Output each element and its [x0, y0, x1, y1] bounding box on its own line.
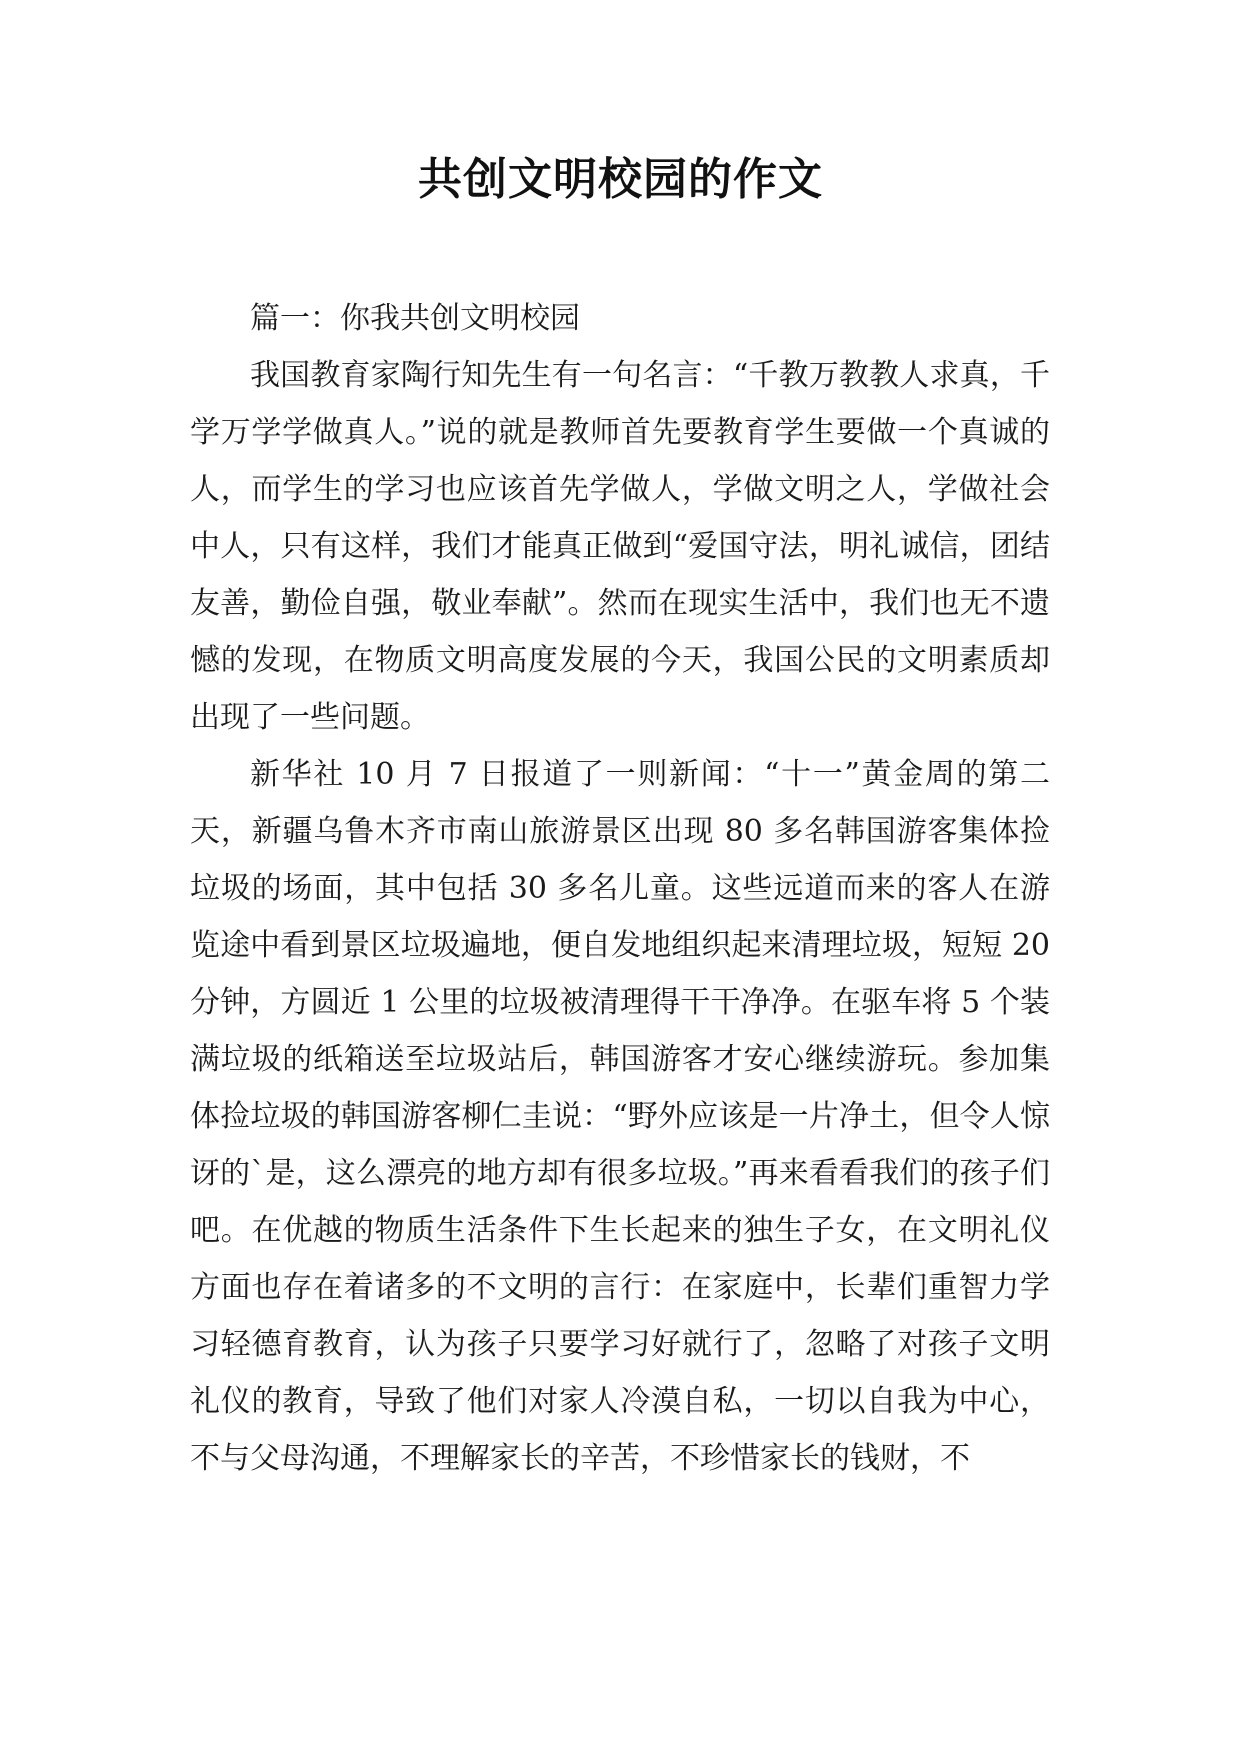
document-body — [190, 290, 1050, 1487]
document-title: 共创文明校园的作文 — [418, 154, 823, 205]
paragraph: 我国教育家陶行知先生有一句名言：“千教万教教人求真，千学万学学做真人。”说的就是教师首先要教育学生要做一个真诚的人，而学生的学习也应该首先学做人，学做文明之人，学做社会中人，只有这样，我们才能真正做到“爱国守法，明礼诚信，团结友善，勤俭自强，敬业奉献”。然而在现实生活中，我们也无不遗憾的发现，在物质文明高度发展的今天，我国公民的文明素质却出现了一些问题。 — [190, 358, 1050, 735]
paragraph: 新华社 10 月 7 日报道了一则新闻：“十一”黄金周的第二天，新疆乌鲁木齐市南山旅游景区出现 80 多名韩国游客集体捡垃圾的场面，其中包括 30 多名儿童。这些远道而来的客人在游览途中看到景区垃圾遍地，便自发地组织起来清理垃圾，短短 20 分钟，方圆近 1 公里的垃圾被清理得干干净净。在驱车将 5 个装满垃圾的纸箱送至垃圾站后，韩国游客才安心继续游玩。参加集体捡垃圾的韩国游客柳仁圭说：“野外应该是一片净土，但令人惊讶的`是，这么漂亮的地方却有很多垃圾。”再来看看我们的孩子们吧。在优越的物质生活条件下生长起来的独生子女，在文明礼仪方面也存在着诸多的不文明的言行：在家庭中，长辈们重智力学习轻德育教育，认为孩子只要学习好就行了，忽略了对孩子文明礼仪的教育，导致了他们对家人冷漠自私，一切以自我为中心，不与父母沟通，不理解家长的辛苦，不珍惜家长的钱财，不 — [190, 757, 1050, 1476]
section-heading: 篇一：你我共创文明校园 — [250, 301, 580, 336]
